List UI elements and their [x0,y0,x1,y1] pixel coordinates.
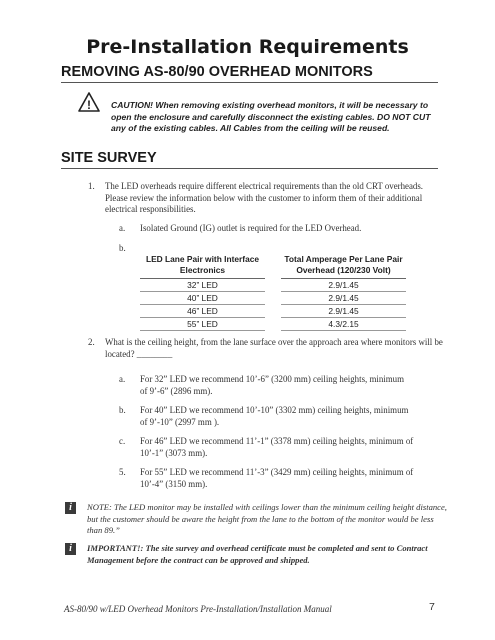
subitem-label: a. [119,374,126,384]
table-cell: 46” LED [140,305,265,318]
table-cell: 4.3/2.15 [281,318,406,331]
info-icon: i [65,543,76,555]
section-heading-site-survey: SITE SURVEY [61,150,157,166]
item2-text: What is the ceiling height, from the lane surface over the approach area where monitors will be located? ________ [105,337,443,359]
table-header: LED Lane Pair with Interface Electronics [140,254,265,279]
table-cell: 2.9/1.45 [281,279,406,292]
page-number: 7 [429,601,435,613]
subitem-label: 5. [119,467,126,477]
subitem-text: Isolated Ground (IG) outlet is required for the LED Overhead. [140,223,362,233]
section-rule [61,168,438,169]
table-row [140,318,406,331]
table-cell: 32” LED [140,279,265,292]
table-cell: 55” LED [140,318,265,331]
footer-text: AS-80/90 w/LED Overhead Monitors Pre-Installation/Installation Manual [64,604,332,614]
caution-text: CAUTION! When removing existing overhead monitors, it will be necessary to open the enclosure and carefully disconnect the existing cables. DO NOT CUT any of the existing cables. All Cables from the ceiling will be reused. [111,100,431,134]
table-cell: 40” LED [140,292,265,305]
subitem-label: b. [119,243,126,253]
amperage-table [140,254,406,331]
important-text: IMPORTANT!: The site survey and overhead certificate must be completed and sent to Contract Management before the contract can be approved and shipped. [87,543,428,565]
table-cell: 2.9/1.45 [281,292,406,305]
item-number: 2. [88,337,95,347]
table-row [140,279,406,292]
table-cell: 2.9/1.45 [281,305,406,318]
subitem-text: For 46” LED we recommend 11’-1” (3378 mm) ceiling heights, minimum of 10’-1” (3073 mm). [140,436,414,458]
item-number: 1. [88,181,95,191]
info-icon: i [65,502,76,514]
item1-text: The LED overheads require different electrical requirements than the old CRT overheads. Please review the information below with the customer to inform them of their additional electrical responsibilities. [105,181,424,215]
subitem-text: For 40” LED we recommend 10’-10” (3302 mm) ceiling heights, minimum of 9’-10” (2997 mm ). [140,405,409,427]
page-title: Pre-Installation Requirements [86,36,409,58]
section-heading-removing: REMOVING AS-80/90 OVERHEAD MONITORS [61,64,373,80]
subitem-text: For 55” LED we recommend 11’-3” (3429 mm) ceiling heights, minimum of 10’-4” (3150 mm). [140,467,414,489]
warning-glyph: ! [87,98,91,112]
subitem-label: b. [119,405,126,415]
subitem-text: For 32” LED we recommend 10’-6” (3200 mm) ceiling heights, minimum of 9’-6” (2896 mm). [140,374,404,396]
subitem-label: a. [119,223,126,233]
warning-icon [78,92,100,112]
note-text: NOTE: The LED monitor may be installed with ceilings lower than the minimum ceiling height distance, but the customer should be aware the height from the lane to the bottom of the monitor would be less than 89.” [87,502,447,536]
table-row [140,292,406,305]
subitem-label: c. [119,436,126,446]
table-header: Total Amperage Per Lane Pair Overhead (120/230 Volt) [281,254,406,279]
table-row [140,305,406,318]
section-rule [61,82,438,83]
